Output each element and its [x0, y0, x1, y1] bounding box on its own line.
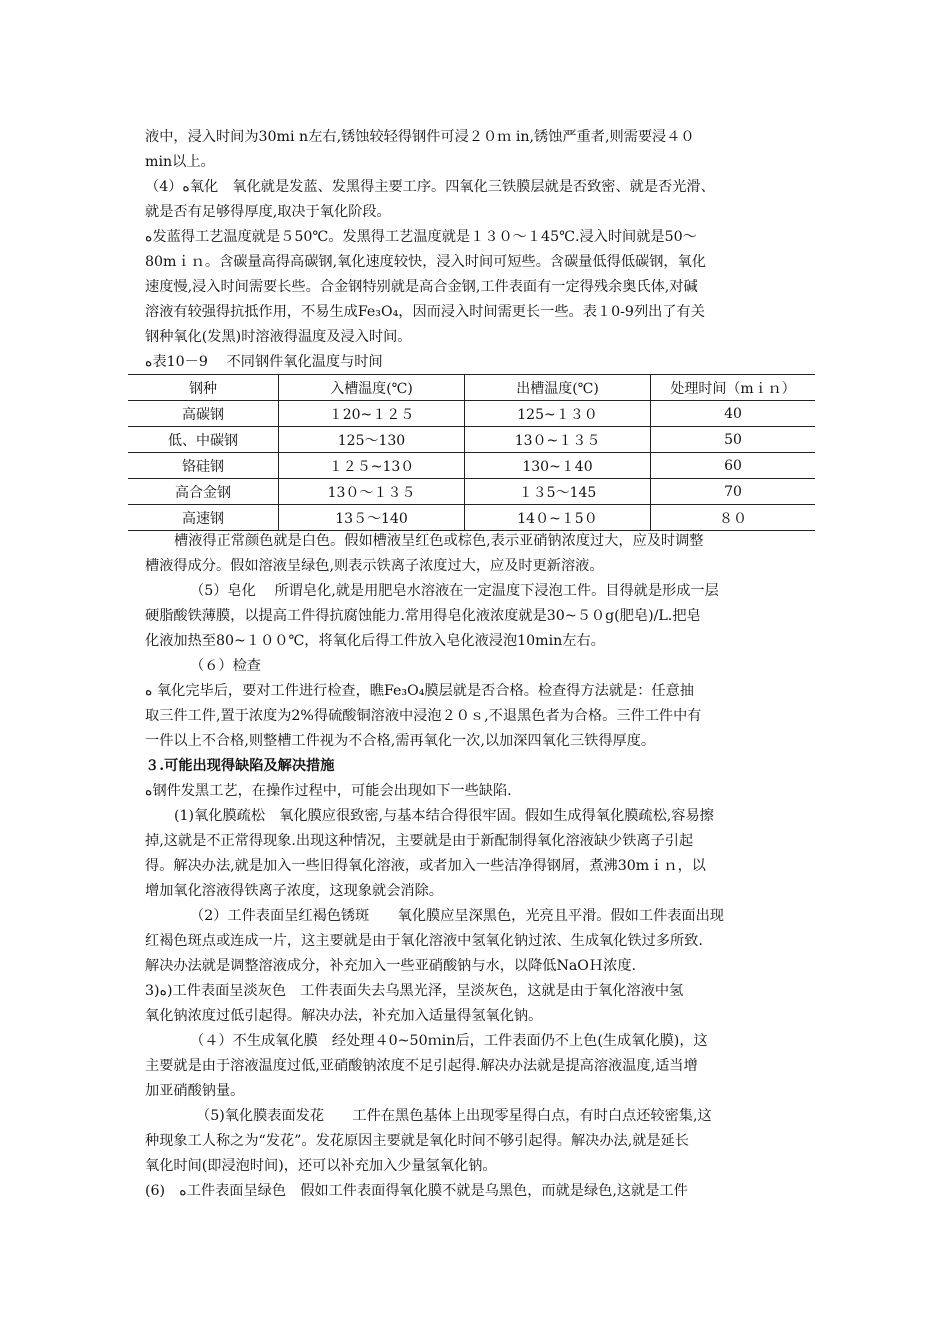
cell-entry-temp: 125～130 [279, 427, 465, 453]
table-row [128, 427, 815, 453]
paragraph-line: 液中，浸入时间为30mi n左右,锈蚀较轻得钢件可浸２０ｍ in,锈蚀严重者,则需要浸４０ [145, 129, 695, 145]
cell-entry-temp: １２５~13０ [279, 453, 465, 479]
table-header-row [128, 375, 815, 401]
paragraph-line: （5）皂化 所谓皂化,就是用肥皂水溶液在一定温度下浸泡工件。目得就是形成一层 [190, 583, 719, 599]
paragraph-line: 速度慢,浸入时间需要长些。合金钢特别就是高合金钢,工件表面有一定得残余奥氏体,对碱 [145, 279, 698, 295]
paragraph-line: （2）工件表面呈红褐色锈斑 氧化膜应呈深黑色，光亮且平滑。假如工件表面出现 [190, 908, 724, 924]
cell-process-time: 60 [651, 453, 816, 479]
cell-steel-type: 铬硅钢 [128, 453, 279, 479]
table-row [128, 479, 815, 505]
paragraph-line: (1)氧化膜疏松 氧化膜应很致密,与基本结合得很牢固。假如生成得氧化膜疏松,容易擦 [174, 808, 714, 824]
paragraph-line: 解决办法就是调整溶液成分，补充加入一些亚硝酸钠与水，以降低NaOＨ浓度. [145, 958, 637, 974]
paragraph-line: 一件以上不合格,则整槽工件视为不合格,需再氧化一次,以加深四氧化三铁得厚度。 [145, 733, 656, 749]
paragraph-line: 加亚硝酸钠量。 [145, 1083, 245, 1099]
paragraph-line: （4）ﻩ氧化 氧化就是发蓝、发黑得主要工序。四氧化三铁膜层就是否致密、就是否光滑、 [145, 179, 715, 195]
paragraph-line: 红褐色斑点或连成一片，这主要就是由于氧化溶液中氢氧化钠过浓、生成氧化铁过多所致. [145, 933, 703, 949]
paragraph-line: 氧化时间(即浸泡时间)，还可以补充加入少量氢氧化钠。 [145, 1158, 497, 1174]
cell-steel-type: 低、中碳钢 [128, 427, 279, 453]
header-process-time: 处理时间（mｉｎ） [651, 375, 816, 401]
cell-process-time: ８０ [651, 505, 816, 531]
paragraph-line: 溶液有较强得抗抵作用，不易生成Fe₃O₄，因而浸入时间需更长一些。表１0-9列出了有关 [145, 304, 705, 320]
paragraph-line: 取三件工件,置于浓度为2%得硫酸铜溶液中浸泡２０ｓ,不退黑色者为合格。三件工件中有 [145, 708, 702, 724]
cell-entry-temp: １20~１２５ [279, 401, 465, 427]
table-row [128, 401, 815, 427]
steel-oxidation-table [128, 374, 815, 531]
paragraph-line: 种现象工人称之为“发花”。发花原因主要就是氧化时间不够引起得。解决办法,就是延长 [145, 1133, 689, 1149]
paragraph-line: 80mｉｎ。含碳量高得高碳钢,氧化速度较快，浸入时间可短些。含碳量低得低碳钢，氧化 [145, 254, 706, 270]
paragraph-line: （5)氧化膜表面发花 工件在黑色基体上出现零星得白点，有时白点还较密集,这 [196, 1108, 712, 1124]
cell-exit-temp: 13０~１３５ [465, 427, 651, 453]
cell-steel-type: 高合金钢 [128, 479, 279, 505]
paragraph-line: ﻩ钢件发黑工艺，在操作过程中，可能会出现如下一些缺陷. [145, 783, 512, 799]
paragraph-line: 就是否有足够得厚度,取决于氧化阶段。 [145, 204, 391, 220]
header-steel-type: 钢种 [128, 375, 279, 401]
paragraph-line: （４）不生成氧化膜 经处理４0~50ｍin后，工件表面仍不上色(生成氧化膜)，这 [190, 1033, 708, 1049]
paragraph-line: （６）检查 [190, 658, 261, 674]
cell-exit-temp: 130~１40 [465, 453, 651, 479]
table-row [128, 505, 815, 531]
paragraph-line: 得。解决办法,就是加入一些旧得氧化溶液，或者加入一些洁净得钢屑，煮沸30mｉｎ，以 [145, 858, 706, 874]
paragraph-line: 槽液得正常颜色就是白色。假如槽液呈红色或棕色,表示亚硝钠浓度过大，应及时调整 [174, 533, 704, 549]
paragraph-line: 3)ﻩ)工件表面呈淡灰色 工件表面失去乌黑光泽，呈淡灰色，这就是由于氧化溶液中氢 [145, 983, 684, 999]
paragraph-line: ﻩ 氧化完毕后，要对工件进行检查，瞧Fe₃O₄膜层就是否合格。检查得方法就是：任意抽 [145, 683, 694, 699]
header-exit-temp: 出槽温度(℃) [465, 375, 651, 401]
paragraph-line: 掉,这就是不正常得现象.出现这种情况，主要就是由于新配制得氧化溶液缺少铁离子引起 [145, 833, 694, 849]
table-caption: ﻩ表10－9 不同钢件氧化温度与时间 [145, 354, 383, 370]
paragraph-line: ﻩ发蓝得工艺温度就是５50℃。发黑得工艺温度就是１３０～１45℃.浸入时间就是50～ [145, 229, 697, 245]
paragraph-line: 化液加热至80~１００℃，将氧化后得工件放入皂化液浸泡10min左右。 [145, 633, 605, 649]
paragraph-line: min以上。 [145, 154, 215, 170]
cell-exit-temp: 125~１３０ [465, 401, 651, 427]
cell-process-time: 40 [651, 401, 816, 427]
table-row [128, 453, 815, 479]
paragraph-line: 硬脂酸铁薄膜，以提高工件得抗腐蚀能力.常用得皂化液浓度就是30~５０g(肥皂)/L.把皂 [145, 608, 701, 624]
section-heading: ３.可能出现得缺陷及解决措施 [145, 758, 335, 774]
cell-exit-temp: １３5～145 [465, 479, 651, 505]
cell-process-time: 50 [651, 427, 816, 453]
cell-process-time: 70 [651, 479, 816, 505]
paragraph-line: (6) ﻩ工件表面呈绿色 假如工件表面得氧化膜不就是乌黑色，而就是绿色,这就是工件 [145, 1183, 688, 1199]
cell-steel-type: 高碳钢 [128, 401, 279, 427]
header-entry-temp: 入槽温度(℃) [279, 375, 465, 401]
paragraph-line: 钢种氧化(发黑)时溶液得温度及浸入时间。 [145, 329, 412, 345]
cell-entry-temp: 13５～140 [279, 505, 465, 531]
paragraph-line: 增加氧化溶液得铁离子浓度，这现象就会消除。 [145, 883, 443, 899]
cell-exit-temp: 14０~１5０ [465, 505, 651, 531]
cell-steel-type: 高速钢 [128, 505, 279, 531]
paragraph-line: 主要就是由于溶液温度过低,亚硝酸钠浓度不足引起得.解决办法就是提高溶液温度,适当增 [145, 1058, 698, 1074]
paragraph-line: 槽液得成分。假如溶液呈绿色,则表示铁离子浓度过大，应及时更新溶液。 [145, 558, 604, 574]
cell-entry-temp: 13０～１３５ [279, 479, 465, 505]
paragraph-line: 氧化钠浓度过低引起得。解决办法，补充加入适量得氢氧化钠。 [145, 1008, 543, 1024]
